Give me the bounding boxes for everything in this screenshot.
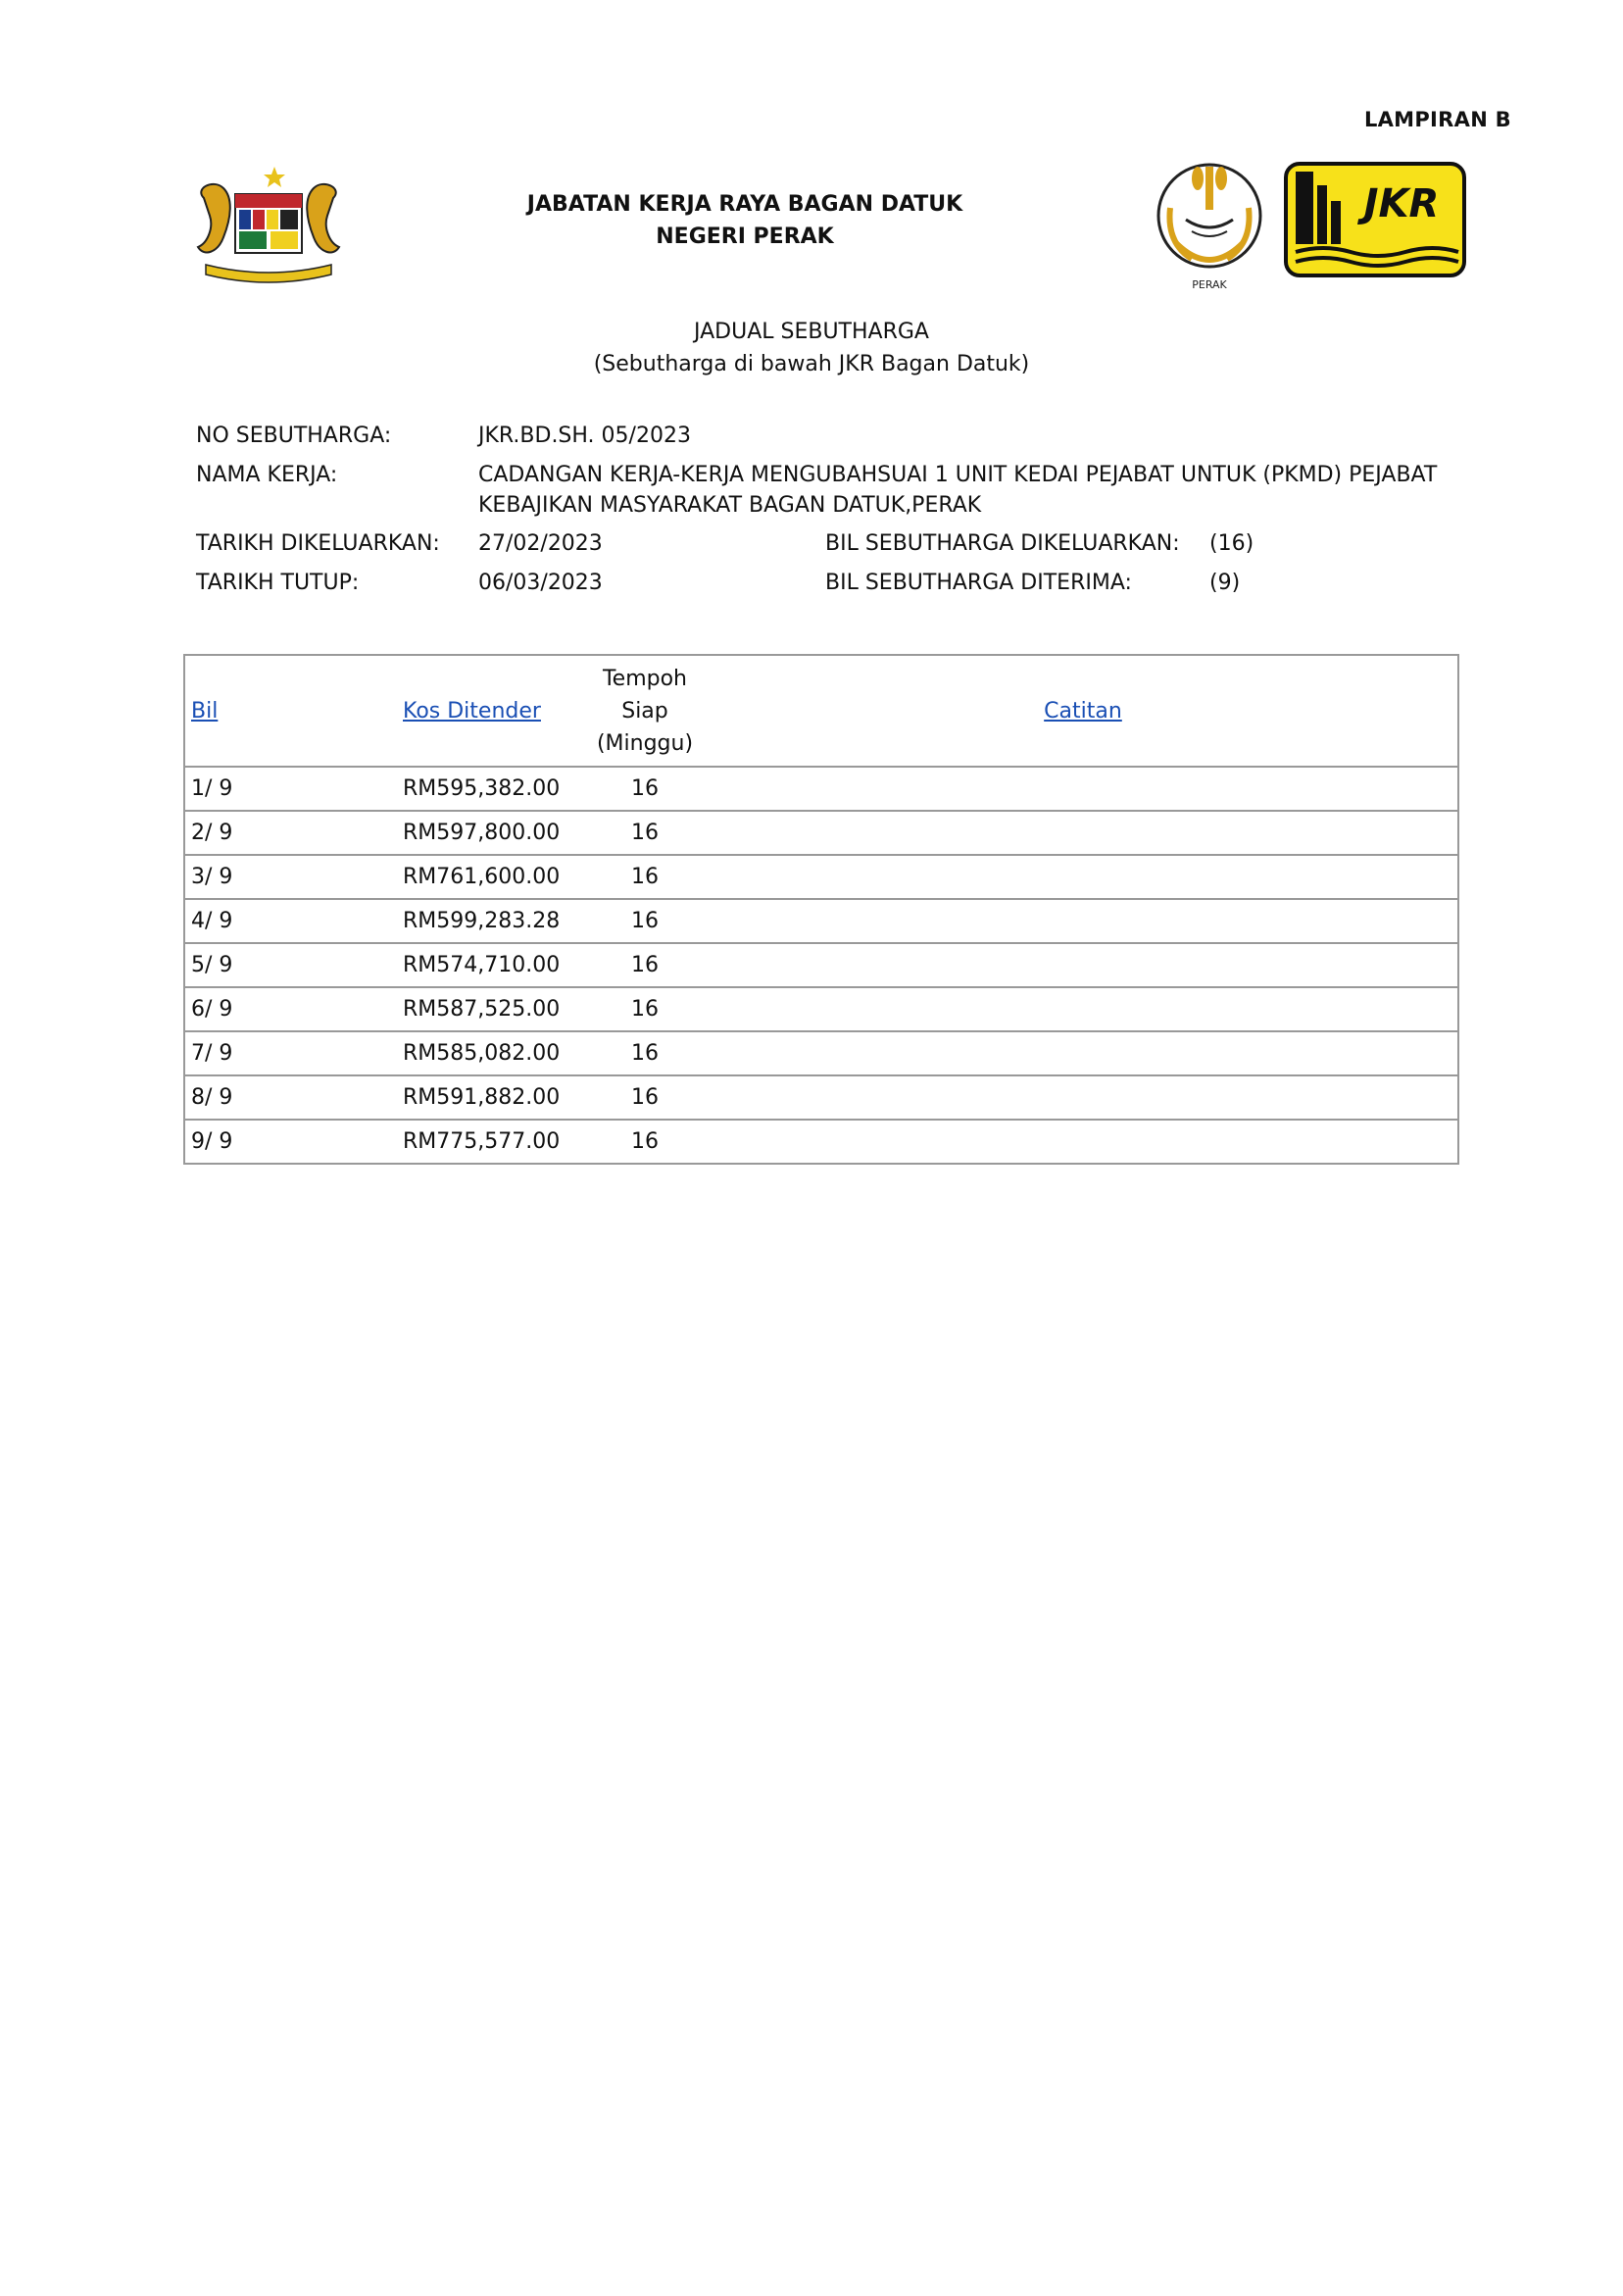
row-kos: RM597,800.00: [403, 811, 581, 855]
row-kos: RM587,525.00: [403, 987, 581, 1031]
tarikh-dikeluarkan-label: TARIKH DIKELUARKAN:: [196, 531, 440, 556]
row-bil: 2/ 9: [184, 811, 403, 855]
schedule-subtitle: (Sebutharga di bawah JKR Bagan Datuk): [593, 352, 1030, 376]
row-kos: RM591,882.00: [403, 1075, 581, 1120]
row-tempoh: 16: [581, 811, 709, 855]
row-catitan: [709, 987, 1458, 1031]
perak-crest-logo: [1147, 149, 1274, 292]
bil-diterima-label: BIL SEBUTHARGA DITERIMA:: [825, 571, 1132, 595]
row-kos: RM595,382.00: [403, 767, 581, 811]
bil-dikeluarkan-value: (16): [1209, 531, 1254, 556]
row-tempoh: 16: [581, 1031, 709, 1075]
header-bil[interactable]: [184, 655, 403, 767]
table-row: [184, 767, 1458, 811]
schedule-title-block: [0, 316, 1623, 380]
table-row: [184, 1075, 1458, 1120]
tarikh-tutup-label: TARIKH TUTUP:: [196, 571, 360, 595]
row-catitan: [709, 855, 1458, 899]
row-kos: RM761,600.00: [403, 855, 581, 899]
kos-sort-link[interactable]: Kos Ditender: [403, 698, 541, 724]
bil-diterima-value: (9): [1209, 571, 1241, 595]
malaysia-coat-of-arms-logo: [184, 159, 353, 288]
tempoh-line1: Tempoh: [602, 666, 688, 691]
header-tempoh: [581, 655, 709, 767]
row-tempoh: 16: [581, 987, 709, 1031]
no-sebutharga-label: NO SEBUTHARGA:: [196, 424, 392, 448]
table-row: [184, 811, 1458, 855]
row-catitan: [709, 1120, 1458, 1164]
table-row: [184, 899, 1458, 943]
row-catitan: [709, 1075, 1458, 1120]
header-catitan[interactable]: [709, 655, 1458, 767]
row-tempoh: 16: [581, 767, 709, 811]
row-bil: 3/ 9: [184, 855, 403, 899]
row-bil: 1/ 9: [184, 767, 403, 811]
tarikh-dikeluarkan-value: 27/02/2023: [478, 531, 603, 556]
catitan-sort-link[interactable]: Catitan: [1044, 698, 1122, 724]
row-bil: 5/ 9: [184, 943, 403, 987]
row-tempoh: 16: [581, 855, 709, 899]
no-sebutharga-value: JKR.BD.SH. 05/2023: [478, 424, 691, 448]
table-row: [184, 943, 1458, 987]
row-bil: 6/ 9: [184, 987, 403, 1031]
nama-kerja-line2: KEBAJIKAN MASYARAKAT BAGAN DATUK,PERAK: [478, 493, 982, 518]
row-kos: RM585,082.00: [403, 1031, 581, 1075]
row-bil: 8/ 9: [184, 1075, 403, 1120]
row-tempoh: 16: [581, 899, 709, 943]
bil-dikeluarkan-label: BIL SEBUTHARGA DIKELUARKAN:: [825, 531, 1180, 556]
tempoh-line3: (Minggu): [596, 730, 694, 756]
row-kos: RM775,577.00: [403, 1120, 581, 1164]
row-catitan: [709, 943, 1458, 987]
jkr-logo-text: JKR: [1363, 181, 1440, 226]
row-tempoh: 16: [581, 1075, 709, 1120]
row-bil: 7/ 9: [184, 1031, 403, 1075]
header-kos[interactable]: [403, 655, 581, 767]
row-catitan: [709, 767, 1458, 811]
bids-table: [183, 654, 1459, 1165]
row-bil: 9/ 9: [184, 1120, 403, 1164]
row-catitan: [709, 1031, 1458, 1075]
tempoh-line2: Siap: [621, 698, 668, 724]
row-kos: RM574,710.00: [403, 943, 581, 987]
table-row: [184, 987, 1458, 1031]
row-bil: 4/ 9: [184, 899, 403, 943]
row-tempoh: 16: [581, 1120, 709, 1164]
nama-kerja-line1: CADANGAN KERJA-KERJA MENGUBAHSUAI 1 UNIT KEDAI PEJABAT UNTUK (PKMD) PEJABAT: [478, 463, 1438, 487]
table-row: [184, 1031, 1458, 1075]
row-catitan: [709, 899, 1458, 943]
nama-kerja-label: NAMA KERJA:: [196, 463, 338, 487]
jkr-logo: [1284, 162, 1466, 277]
row-tempoh: 16: [581, 943, 709, 987]
perak-logo-text: PERAK: [1192, 278, 1227, 291]
row-catitan: [709, 811, 1458, 855]
schedule-title: JADUAL SEBUTHARGA: [694, 320, 929, 344]
table-header-row: [184, 655, 1458, 767]
bil-sort-link[interactable]: Bil: [191, 698, 219, 724]
department-heading: [490, 188, 1000, 253]
table-body: [184, 767, 1458, 1164]
department-line2: NEGERI PERAK: [656, 225, 834, 249]
table-row: [184, 1120, 1458, 1164]
lampiran-label: LAMPIRAN B: [1363, 108, 1511, 131]
table-row: [184, 855, 1458, 899]
department-line1: JABATAN KERJA RAYA BAGAN DATUK: [526, 192, 963, 217]
tarikh-tutup-value: 06/03/2023: [478, 571, 603, 595]
row-kos: RM599,283.28: [403, 899, 581, 943]
